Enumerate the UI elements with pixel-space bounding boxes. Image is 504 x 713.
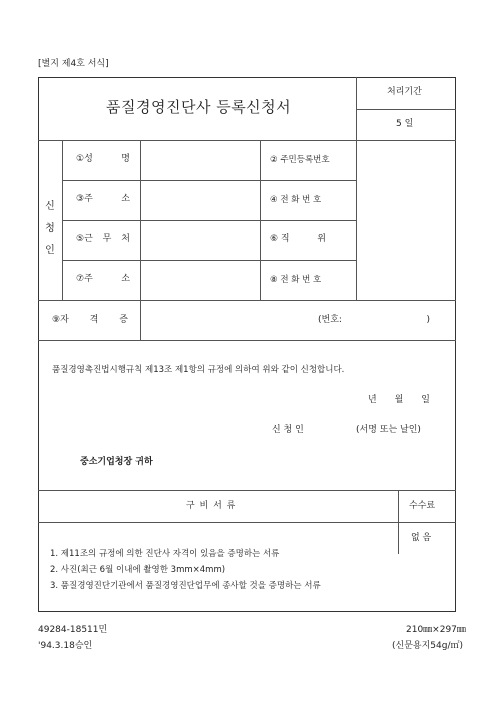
resident-id-label: ② 주민등록번호 bbox=[270, 155, 330, 165]
vline-mid bbox=[260, 140, 261, 300]
address-label-2: ⑦주 소 bbox=[76, 274, 130, 284]
divider-title bbox=[38, 140, 456, 141]
fee-label: 수수료 bbox=[409, 501, 436, 511]
document-item-2: 2. 사진(최근 6월 이내에 촬영한 3mm×4mm) bbox=[50, 565, 226, 575]
vline-label-1 bbox=[140, 140, 141, 340]
divider-applicant bbox=[38, 300, 456, 301]
divider-docs-header bbox=[38, 522, 456, 523]
vline-period bbox=[356, 77, 357, 140]
phone-label-2: ⑧ 전 화 번 호 bbox=[270, 275, 322, 285]
form-reference: [별지 제4호 서식] bbox=[38, 59, 109, 69]
addressee: 중소기업청장 귀하 bbox=[80, 457, 153, 467]
divider-row-3 bbox=[62, 260, 356, 261]
processing-period-value: 5 일 bbox=[396, 119, 414, 129]
vline-fee bbox=[398, 490, 399, 554]
document-item-3: 3. 품질경영진단기관에서 품질경영진단업무에 종사할 것을 증명하는 서류 bbox=[50, 581, 321, 591]
footer-code: 49284-18511민 bbox=[38, 625, 108, 635]
license-label: ⑨자 격 증 bbox=[52, 315, 128, 325]
declaration-text: 품질경영촉진법시행규칙 제13조 제1항의 규정에 의하여 위와 같이 신청합니다. bbox=[52, 365, 345, 375]
date-line: 년 월 일 bbox=[368, 395, 430, 405]
divider-license bbox=[38, 340, 456, 341]
phone-label-1: ④ 전 화 번 호 bbox=[270, 195, 322, 205]
footer-size: 210㎜×297㎜ bbox=[406, 625, 466, 635]
workplace-label: ⑤근 무 처 bbox=[76, 234, 130, 244]
vline-label-2 bbox=[356, 140, 357, 300]
documents-header: 구 비 서 류 bbox=[186, 501, 237, 511]
position-label: ⑥ 직 위 bbox=[270, 234, 326, 244]
footer-approval: '94.3.18승인 bbox=[38, 641, 93, 651]
license-number-field: (번호: ) bbox=[318, 315, 430, 325]
document-item-1: 1. 제11조의 규정에 의한 진단사 자격이 있음을 증명하는 서류 bbox=[50, 549, 280, 559]
footer-paper: (신문용지54g/㎡) bbox=[392, 641, 463, 651]
vline-section bbox=[62, 140, 63, 300]
divider-row-1 bbox=[62, 180, 356, 181]
processing-period-label: 처리기간 bbox=[387, 87, 422, 97]
name-label: ①성 명 bbox=[76, 154, 130, 164]
applicant-label: 신 청 인 bbox=[272, 425, 304, 435]
form-title: 품질경영진단사 등록신청서 bbox=[106, 98, 292, 116]
address-label-1: ③주 소 bbox=[76, 194, 130, 204]
applicant-section-label: 신 청 인 bbox=[45, 201, 55, 256]
divider-row-2 bbox=[62, 220, 356, 221]
divider-period bbox=[356, 109, 456, 110]
fee-value: 없 음 bbox=[411, 533, 432, 543]
signature-label: (서명 또는 날인) bbox=[356, 425, 421, 435]
divider-declaration bbox=[38, 490, 456, 491]
